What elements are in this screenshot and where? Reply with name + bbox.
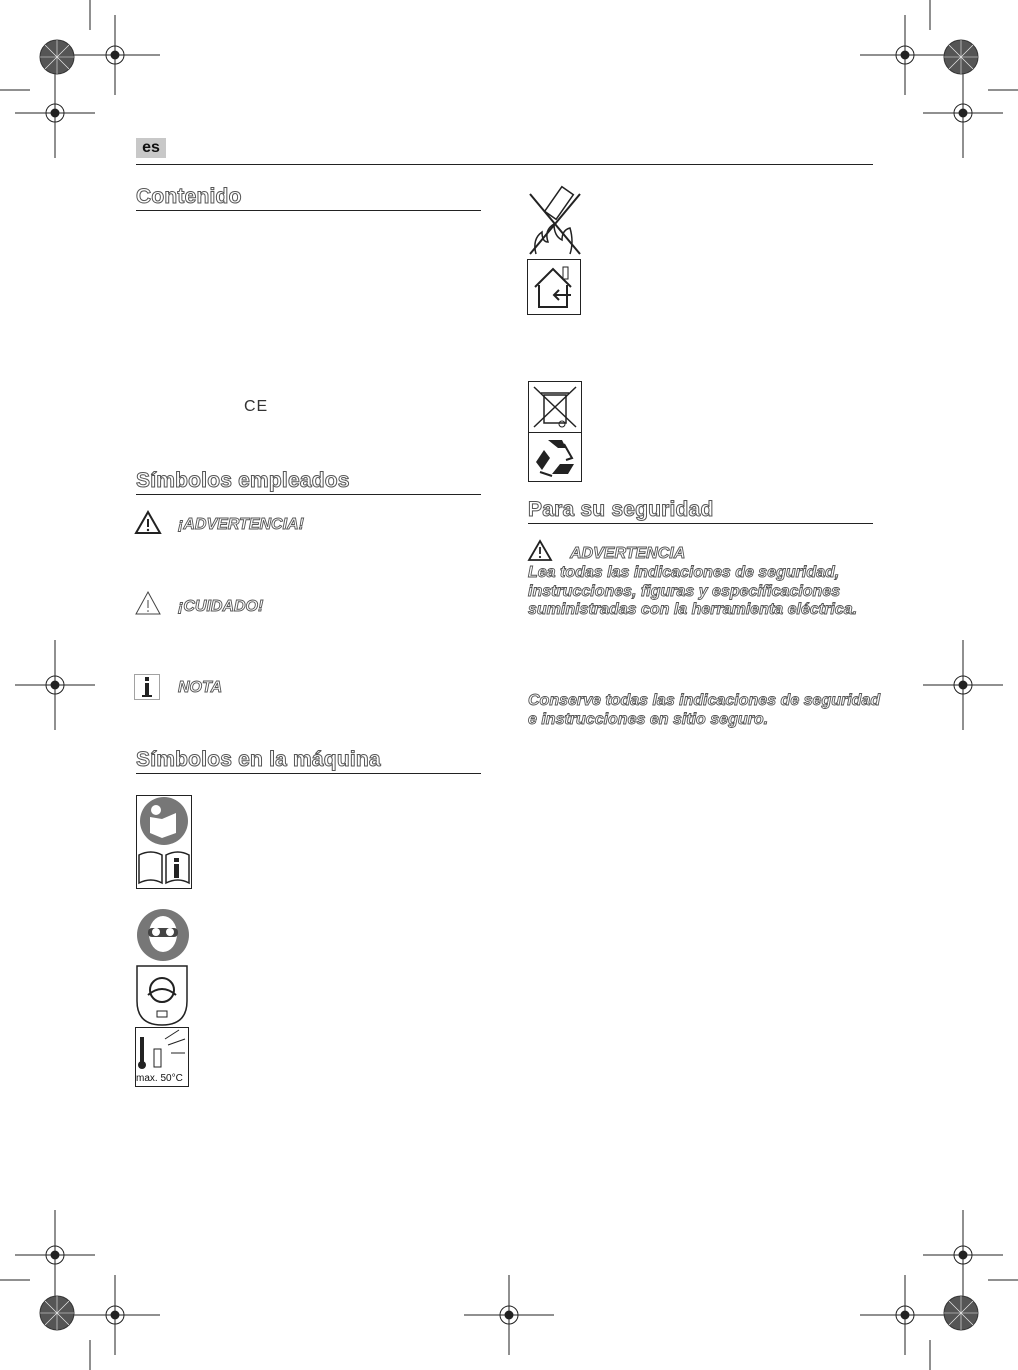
contenido-rule [136,210,481,211]
seguridad-heading: Para su seguridad [528,498,714,521]
simbolos-empleados-heading: Símbolos empleados [136,469,350,492]
simbolos-maquina-heading: Símbolos en la máquina [136,748,381,771]
ear-protection-icon [136,965,188,1027]
safety-warning-triangle-icon [527,539,553,562]
keep-instructions-line-2: e instrucciones en sitio seguro. [528,711,769,728]
simbolos-maquina-rule [136,773,481,774]
caution-label: ¡CUIDADO! [178,598,264,615]
eye-protection-icon [136,908,190,962]
warning-triangle-icon [134,510,162,535]
caution-triangle-icon [134,590,162,616]
no-fire-battery-icon [528,184,582,256]
warning-label: ¡ADVERTENCIA! [178,516,304,533]
safety-warning-label: ADVERTENCIA [570,545,686,562]
max-temperature-icon [135,1027,189,1087]
max-temp-label: max. 50°C [136,1073,183,1084]
indoor-use-icon [527,259,581,315]
seguridad-rule [528,523,873,524]
safety-warning-line-1: Lea todas las indicaciones de seguridad, [528,564,840,581]
safety-warning-line-3: suministradas con la herramienta eléctrica. [528,601,858,618]
ce-mark: CE [244,398,269,415]
read-manual-icon [136,795,192,889]
language-tag: es [136,138,166,158]
recycle-icon [528,432,582,482]
header-divider [136,164,873,165]
keep-instructions-line-1: Conserve todas las indicaciones de seguridad [528,692,881,709]
simbolos-empleados-rule [136,494,481,495]
no-trash-bin-icon [528,381,582,433]
info-icon [134,674,160,700]
contenido-heading: Contenido [136,185,242,208]
note-label: NOTA [178,679,223,696]
safety-warning-line-2: instrucciones, figuras y especificaciones [528,583,841,600]
